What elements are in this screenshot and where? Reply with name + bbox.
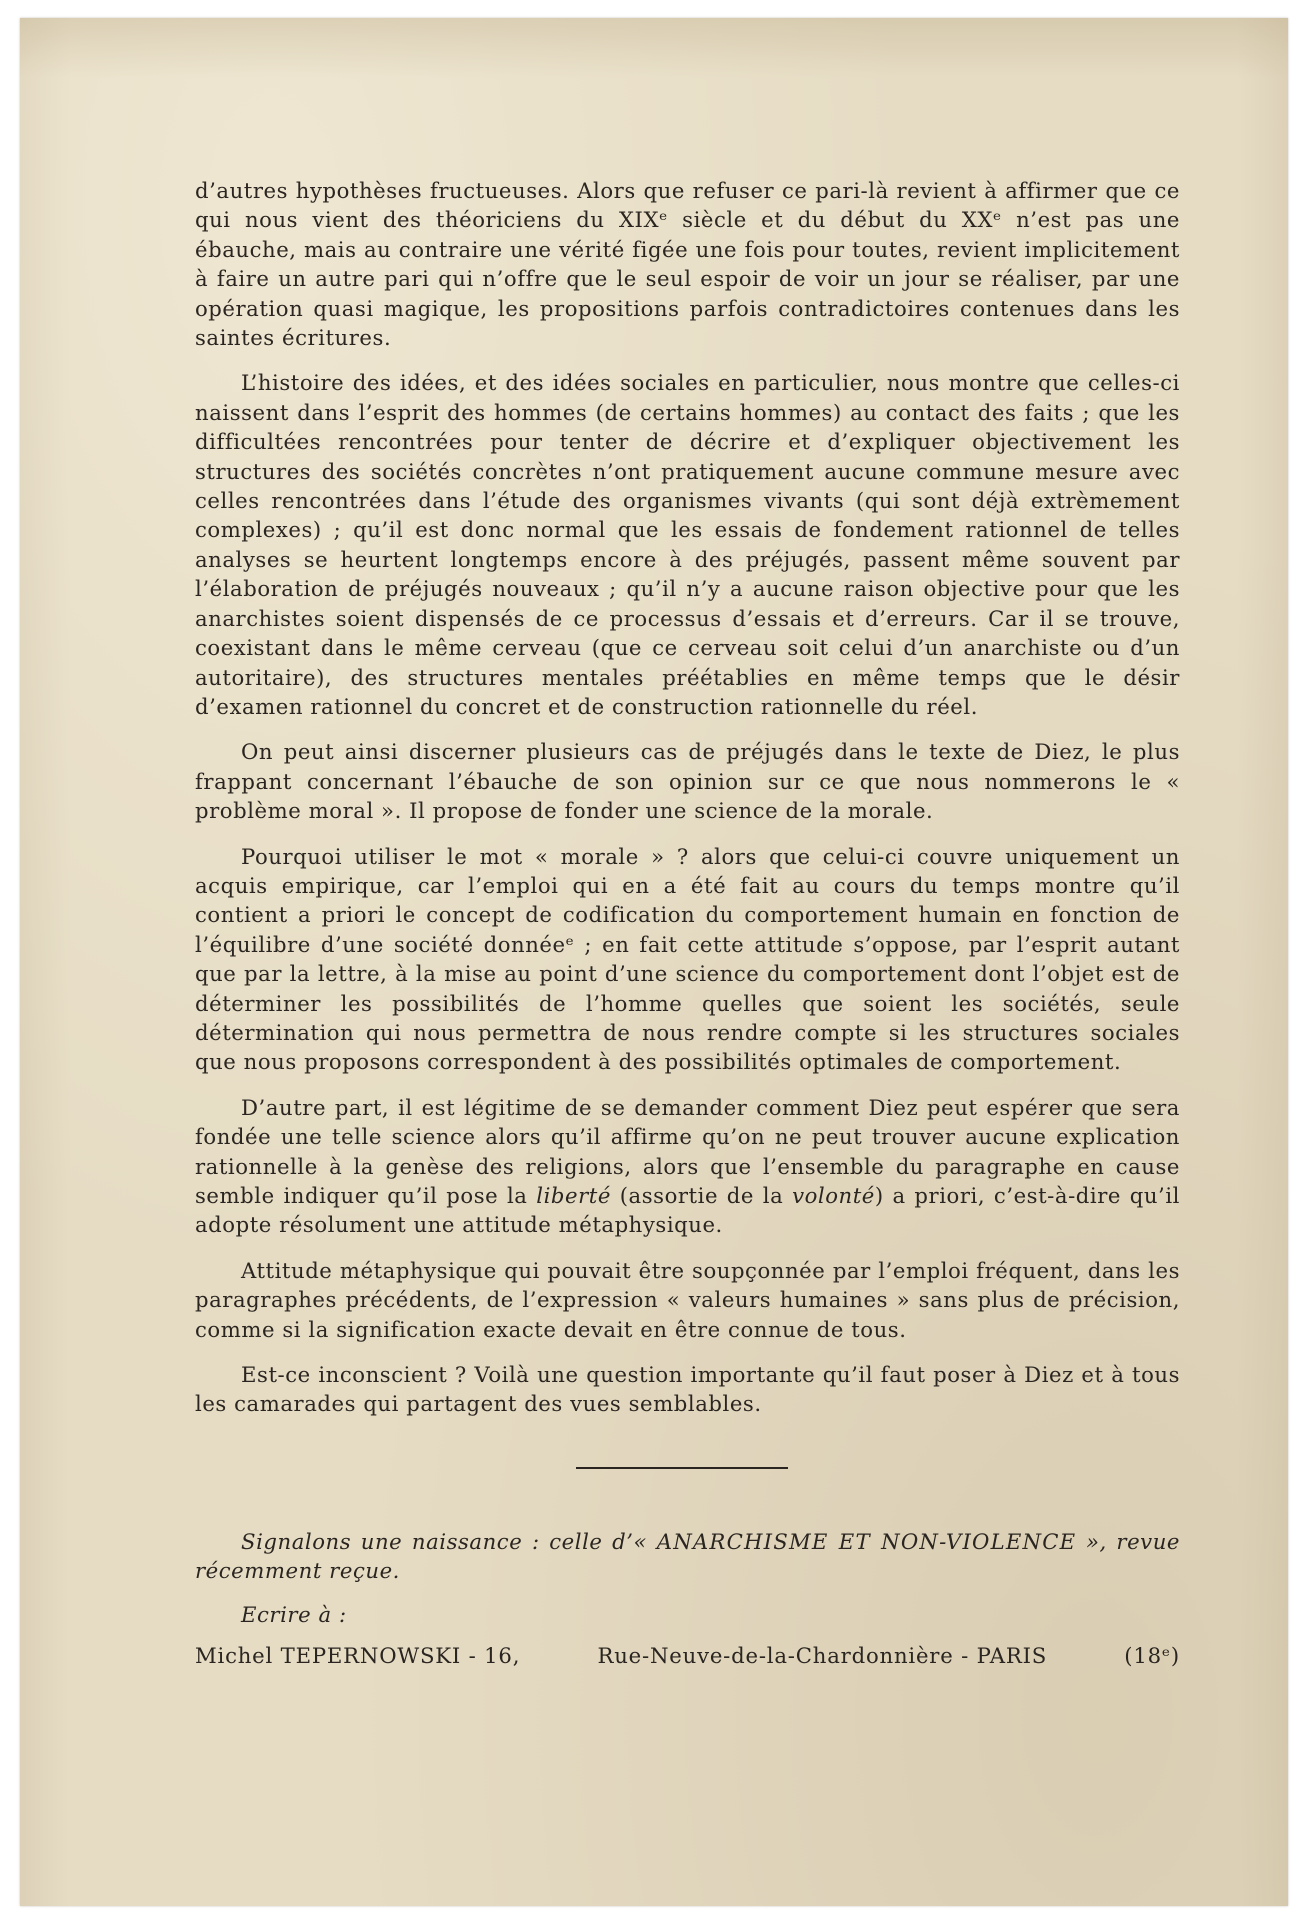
write-to-label: Ecrire à : — [241, 1601, 347, 1627]
article-body — [195, 176, 1180, 1670]
review-notice — [195, 1527, 1180, 1586]
section-divider — [576, 1467, 788, 1469]
paragraph-5-text-c: ) a priori, c’est-à-dire qu’il adopte résolument une attitude métaphysique. — [195, 1183, 1180, 1238]
contact-name: Michel TEPERNOWSKI - 16, — [195, 1643, 521, 1669]
paragraph-5 — [195, 1093, 1180, 1240]
paragraph-5-emphasis-liberte: liberté — [536, 1183, 611, 1208]
notice-lead: Signalons une naissance : celle d’« — [241, 1528, 657, 1554]
contact-arrondissement: (18ᵉ) — [1124, 1643, 1180, 1669]
notice-tail: », revue récemment reçue. — [195, 1528, 1180, 1584]
paragraph-5-text-a: D’autre part, il est légitime de se demander comment Diez peut espérer que sera fondée une telle science alors qu’il affirme qu’on ne peut trouver aucune explication rationnelle à la genèse des religions, alors que l’ensemble du paragraphe en cause semble indiquer qu’il pose la — [195, 1094, 1180, 1208]
paragraph-7: Est-ce inconscient ? Voilà une question importante qu’il faut poser à Diez et à tous les camarades qui partagent des vues semblables. — [195, 1362, 1180, 1417]
paragraph-5-emphasis-volonte: volonté — [792, 1183, 875, 1208]
document-page — [20, 18, 1288, 1906]
contact-address — [195, 1641, 1180, 1670]
notice-review-title: ANARCHISME ET NON-VIOLENCE — [656, 1528, 1077, 1554]
contact-street: Rue-Neuve-de-la-Chardonnière - PARIS — [597, 1643, 1048, 1669]
paragraph-3: On peut ainsi discerner plusieurs cas de préjugés dans le texte de Diez, le plus frappant concernant l’ébauche de son opinion sur ce que nous nommerons le « problème moral ». Il propose de fonder une science de la morale. — [195, 739, 1180, 824]
paper-stain — [20, 18, 1288, 78]
paragraph-6: Attitude métaphysique qui pouvait être soupçonnée par l’emploi fréquent, dans les paragraphes précédents, de l’expression « valeurs humaines » sans plus de précision, comme si la signification exacte devait en être connue de tous. — [195, 1257, 1180, 1342]
paragraph-2: L’histoire des idées, et des idées sociales en particulier, nous montre que celles-ci naissent dans l’esprit des hommes (de certains hommes) au contact des faits ; que les difficultées rencontrées pour tenter de décrire et d’expliquer objectivement les structures des sociétés concrètes n’ont pratiquement aucune commune mesure avec celles rencontrées dans l’étude des organismes vivants (qui sont déjà extrèmement complexes) ; qu’il est donc normal que les essais de fondement rationnel de telles analyses se heurtent longtemps encore à des préjugés, passent même souvent par l’élaboration de préjugés nouveaux ; qu’il n’y a aucune raison objective pour que les anarchistes soient dispensés de ce processus d’essais et d’erreurs. Car il se trouve, coexistant dans le même cerveau (que ce cerveau soit celui d’un anarchiste ou d’un autoritaire), des structures mentales préétablies en même temps que le désir d’examen rationnel du concret et de construction rationnelle du réel. — [195, 370, 1180, 719]
paragraph-5-text-b: (assortie de la — [610, 1183, 793, 1208]
paragraph-1: d’autres hypothèses fructueuses. Alors que refuser ce pari-là revient à affirmer que ce qui nous vient des théoriciens du XIXᵉ siècle et du début du XXᵉ n’est pas une ébauche, mais au contraire une vérité figée une fois pour toutes, revient implicitement à faire un autre pari qui n’offre que le seul espoir de voir un jour se réaliser, par une opération quasi magique, les propositions parfois contradictoires contenues dans les saintes écritures. — [195, 178, 1180, 351]
paragraph-4: Pourquoi utiliser le mot « morale » ? alors que celui-ci couvre uniquement un acquis empirique, car l’emploi qui en a été fait au cours du temps montre qu’il contient a priori le concept de codification du comportement humain en fonction de l’équilibre d’une société donnéeᵉ ; en fait cette attitude s’oppose, par l’esprit autant que par la lettre, à la mise au point d’une science du comportement dont l’objet est de déterminer les possibilités de l’homme quelles que soient les sociétés, seule détermination qui nous permettra de nous rendre compte si les structures sociales que nous proposons correspondent à des possibilités optimales de comportement. — [195, 843, 1180, 1075]
